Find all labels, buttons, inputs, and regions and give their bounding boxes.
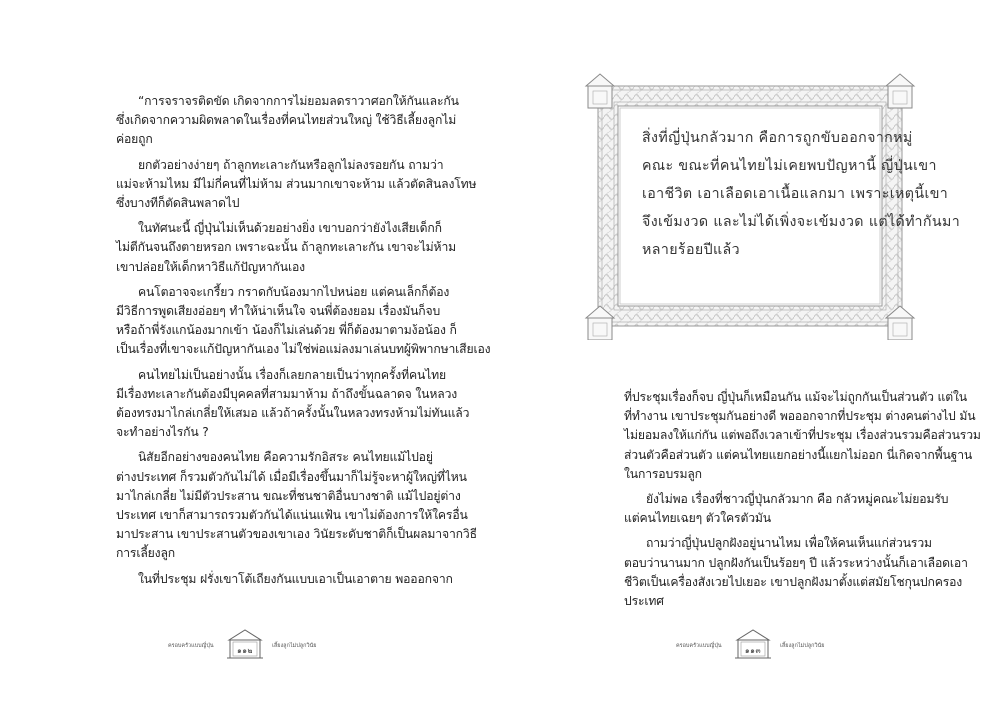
text-line: ประเทศ เขาก็สามารถรวมตัวกันได้แน่นแฟ้น เขาไม่ต้องการให้ใครอื่น [116, 508, 468, 523]
text-line: ในที่ประชุม ฝรั่งเขาโต้เถียงกันแบบเอาเป็นเอาตาย พอออกจาก [138, 571, 453, 586]
text-line: ต้องทรงมาไกล่เกลี่ยให้เสมอ แล้วถ้าครั้งนั้นในหลวงทรงห้ามไม่ทันแล้ว [116, 406, 470, 421]
text-line: แม่จะห้ามไหม มีไม่กี่คนที่ไม่ห้าม ส่วนมากเขาจะห้าม แล้วตัดสินลงโทษ [116, 176, 477, 191]
text-line: ในการอบรมลูก [624, 466, 702, 481]
right-page-body [624, 388, 981, 611]
text-line: ประเทศ [624, 594, 664, 609]
page-number: ๑๑๒ [237, 646, 253, 655]
quote-line: เอาชีวิต เอาเลือดเอาเนื้อแลกมา เพราะเหตุนี้เขา [642, 186, 949, 202]
page-number-badge [225, 628, 265, 662]
text-line: จะทำอย่างไรกัน ? [116, 425, 209, 440]
text-line: คนโตอาจจะเกรี้ยว กราดกับน้องมากไปหน่อย แต่คนเล็กก็ต้อง [138, 284, 450, 299]
text-line: ยกตัวอย่างง่ายๆ ถ้าลูกทะเลาะกันหรือลูกไม่ลงรอยกัน ถามว่า [138, 157, 444, 172]
quote-line: จึงเข้มงวด และไม่ได้เพิ่งจะเข้มงวด แต่ได้ทำกันมา [642, 214, 961, 230]
text-line: เป็นเรื่องที่เขาจะแก้ปัญหากันเอง ไม่ใช่พ่อแม่ลงมาเล่นบทผู้พิพากษาเสียเอง [116, 342, 491, 357]
text-line: ไม่ยอมลงให้แก่กัน แต่พอถึงเวลาเข้าที่ประชุม เรื่องส่วนรวมคือส่วนรวม [624, 428, 981, 443]
text-line: ตอบว่านานมาก ปลูกฝังกันเป็นร้อยๆ ปี แล้วระหว่างนั้นก็เอาเลือดเอา [624, 555, 968, 570]
quote-line: คณะ ขณะที่คนไทยไม่เคยพบปัญหานี้ ญี่ปุ่นเขา [642, 158, 937, 174]
footer-book-title: เลี้ยงลูกไม่ปลูกวินัย [272, 643, 317, 649]
left-page-footer [168, 628, 336, 664]
text-line: ชีวิตเป็นเครื่องสังเวยไปเยอะ เขาปลูกฝังมาตั้งแต่สมัยโชกุนปกครอง [624, 574, 963, 589]
text-line: ถามว่าญี่ปุ่นปลูกฝังอยู่นานไหม เพื่อให้คนเห็นแก่ส่วนรวม [646, 536, 932, 551]
text-line: แต่คนไทยเฉยๆ ตัวใครตัวมัน [624, 511, 771, 526]
footer-book-series: ครอบครัวแบบญี่ปุ่น [168, 643, 214, 649]
text-line: ซึ่งเกิดจากความผิดพลาดในเรื่องที่คนไทยส่วนใหญ่ ใช้วิธีเลี้ยงลูกไม่ [116, 113, 457, 128]
text-line: ซึ่งบางทีก็ตัดสินพลาดไป [116, 196, 240, 211]
text-line: หรือถ้าพี่รังแกน้องมากเข้า น้องก็ไม่เล่นด้วย พี่ก็ต้องมาตามง้อน้อง ก็ [116, 323, 457, 338]
right-page-footer [676, 628, 844, 664]
decorative-quote-frame [584, 72, 961, 340]
left-page-body [116, 92, 491, 589]
text-line: นิสัยอีกอย่างของคนไทย คือความรักอิสระ คนไทยแม้ไปอยู่ [138, 450, 433, 465]
text-line: ต่างประเทศ ก็รวมตัวกันไม่ได้ เมื่อมีเรื่องขึ้นมาก็ไม่รู้จะหาผู้ใหญ่ที่ไหน [116, 469, 467, 484]
text-line: “การจราจรติดขัด เกิดจากการไม่ยอมลดราวาศอกให้กันและกัน [138, 94, 459, 108]
text-line: มีเรื่องทะเลาะกันต้องมีบุคคลที่สามมาห้าม ถ้าถึงขั้นฉลาดจ ในหลวง [116, 386, 458, 401]
text-line: คนไทยไม่เป็นอย่างนั้น เรื่องก็เลยกลายเป็นว่าทุกครั้งที่คนไทย [138, 367, 447, 382]
text-line: ที่ประชุมเรื่องก็จบ ญี่ปุ่นก็เหมือนกัน แม้จะไม่ถูกกันเป็นส่วนตัว แต่ใน [624, 390, 967, 404]
page-number: ๑๑๓ [744, 646, 762, 655]
page-number-badge [733, 628, 773, 662]
text-line: มาไกล่เกลี่ย ไม่มีตัวประสาน ขณะที่ชนชาติอื่นบางชาติ แม้ไปอยู่ต่าง [116, 488, 461, 503]
right-page [500, 0, 1000, 707]
text-line: ส่วนตัวคือส่วนตัว แต่คนไทยแยกอย่างนี้แยกไม่ออก นี่เกิดจากพื้นฐาน [624, 447, 973, 462]
text-line: ค่อยถูก [116, 132, 153, 147]
text-line: ยังไม่พอ เรื่องที่ชาวญี่ปุ่นกลัวมาก คือ กลัวหมู่คณะไม่ยอมรับ [646, 492, 949, 507]
text-line: การเลี้ยงลูก [116, 546, 175, 561]
text-line: เขาปล่อยให้เด็กหาวิธีแก้ปัญหากันเอง [116, 259, 305, 274]
quote-line: หลายร้อยปีแล้ว [642, 242, 740, 258]
text-line: ในทัศนะนี้ ญี่ปุ่นไม่เห็นด้วยอย่างยิ่ง เขาบอกว่ายังไงเสียเด็กก็ [138, 221, 442, 236]
text-line: มีวิธีการพูดเสียงอ่อยๆ ทำให้น่าเห็นใจ จนพี่ต้องยอม เรื่องมันก็จบ [116, 304, 441, 319]
framed-quote [642, 124, 960, 264]
footer-book-series: ครอบครัวแบบญี่ปุ่น [676, 643, 722, 649]
text-line: มาประสาน เขาประสานตัวของเขาเอง วินัยระดับชาติก็เป็นผลมาจากวิธี [116, 527, 477, 542]
quote-line: สิ่งที่ญี่ปุ่นกลัวมาก คือการถูกขับออกจากหมู่ [642, 130, 913, 146]
text-line: ไม่ตีกันจนถึงตายหรอก เพราะฉะนั้น ถ้าลูกทะเลาะกัน เขาจะไม่ห้าม [116, 240, 457, 255]
text-line: ที่ทำงาน เขาประชุมกันอย่างดี พอออกจากที่ประชุม ต่างคนต่างไป มัน [624, 409, 976, 424]
footer-book-title: เลี้ยงลูกไม่ปลูกวินัย [780, 643, 825, 649]
